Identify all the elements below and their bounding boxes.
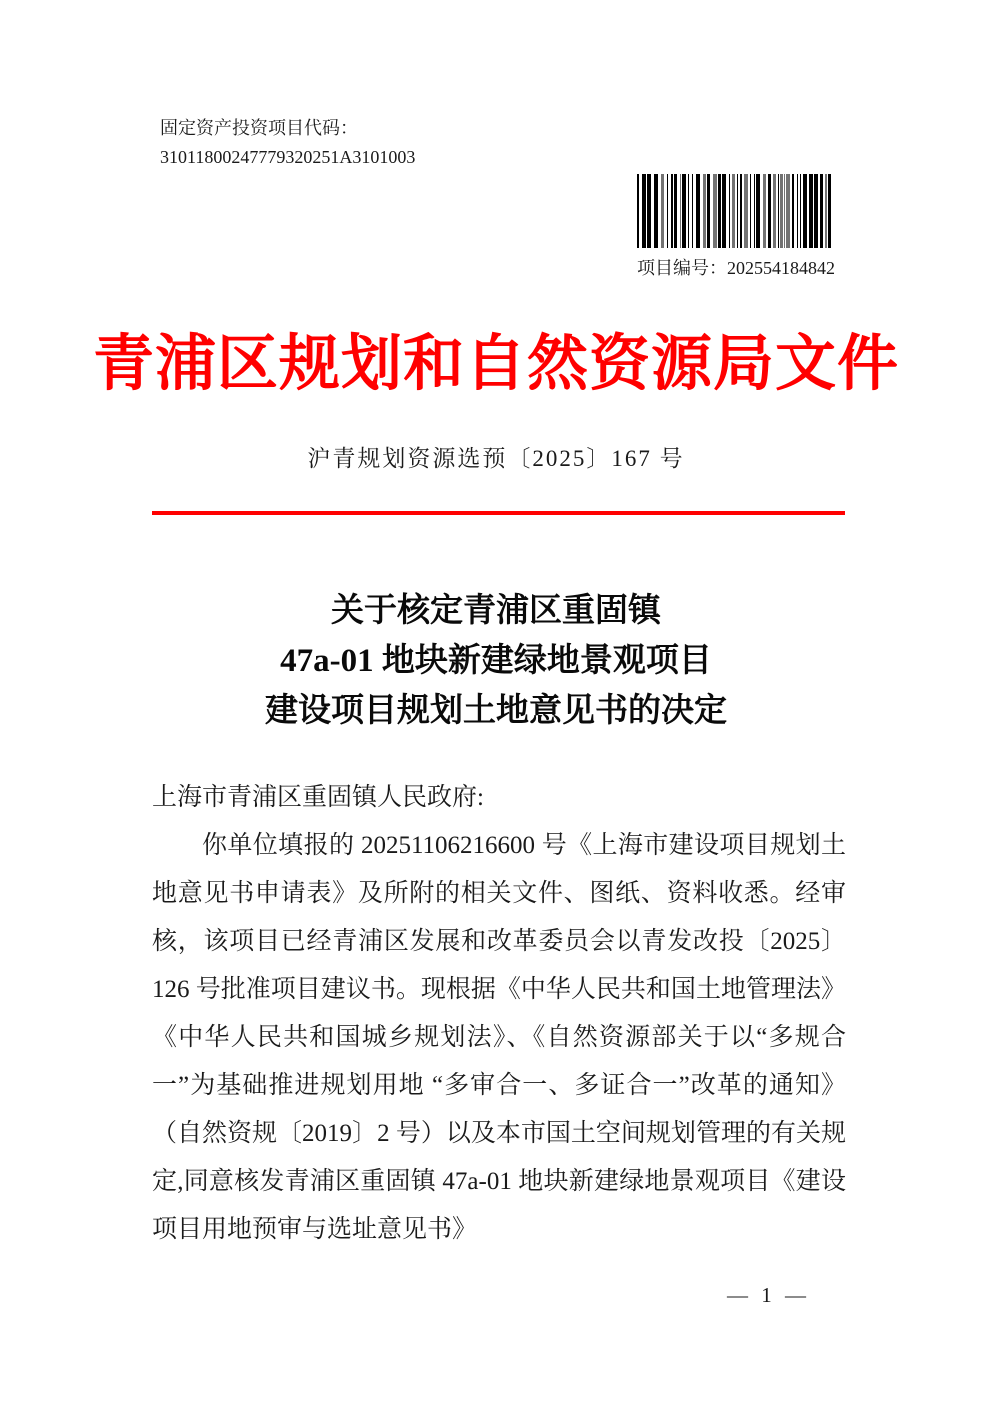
body-paragraph: 你单位填报的 20251106216600 号《上海市建设项目规划土地意见书申请表》及所附的相关文件、图纸、资料收悉。经审核，该项目已经青浦区发展和改革委员会以青发改投〔2025〕126 号批准项目建议书。现根据《中华人民共和国土地管理法》《中华人民共和国城乡规划法》、《自然资源部关于以“多规合一”为基础推进规划用地 “多审合一、多证合一”改革的通知》（自然资规〔2019〕2 号）以及本市国土空间规划管理的有关规定,同意核发青浦区重固镇 47a-01 地块新建绿地景观项目《建设项目用地预审与选址意见书》 (152, 832, 846, 1243)
body-text (152, 774, 846, 1254)
red-divider (152, 511, 845, 515)
document-title-line1: 关于核定青浦区重固镇 (331, 593, 661, 629)
document-title-line2: 47a-01 地块新建绿地景观项目 (280, 643, 712, 679)
salutation: 上海市青浦区重固镇人民政府: (152, 784, 484, 811)
agency-title: 青浦区规划和自然资源局文件 (92, 331, 899, 398)
document-number: 沪青规划资源选预〔2025〕167 号 (307, 446, 685, 471)
document-title-line3: 建设项目规划土地意见书的决定 (265, 693, 727, 729)
barcode (637, 174, 831, 248)
document-title (0, 586, 992, 736)
project-code-label: 固定资产投资项目代码： (160, 118, 358, 138)
barcode-caption: 项目编号：202554184842 (637, 258, 835, 278)
project-code-value: 31011800247779320251A3101003 (160, 147, 416, 167)
project-code-block (160, 114, 415, 172)
page-number: — 1 — (727, 1283, 810, 1307)
barcode-block (637, 174, 835, 280)
